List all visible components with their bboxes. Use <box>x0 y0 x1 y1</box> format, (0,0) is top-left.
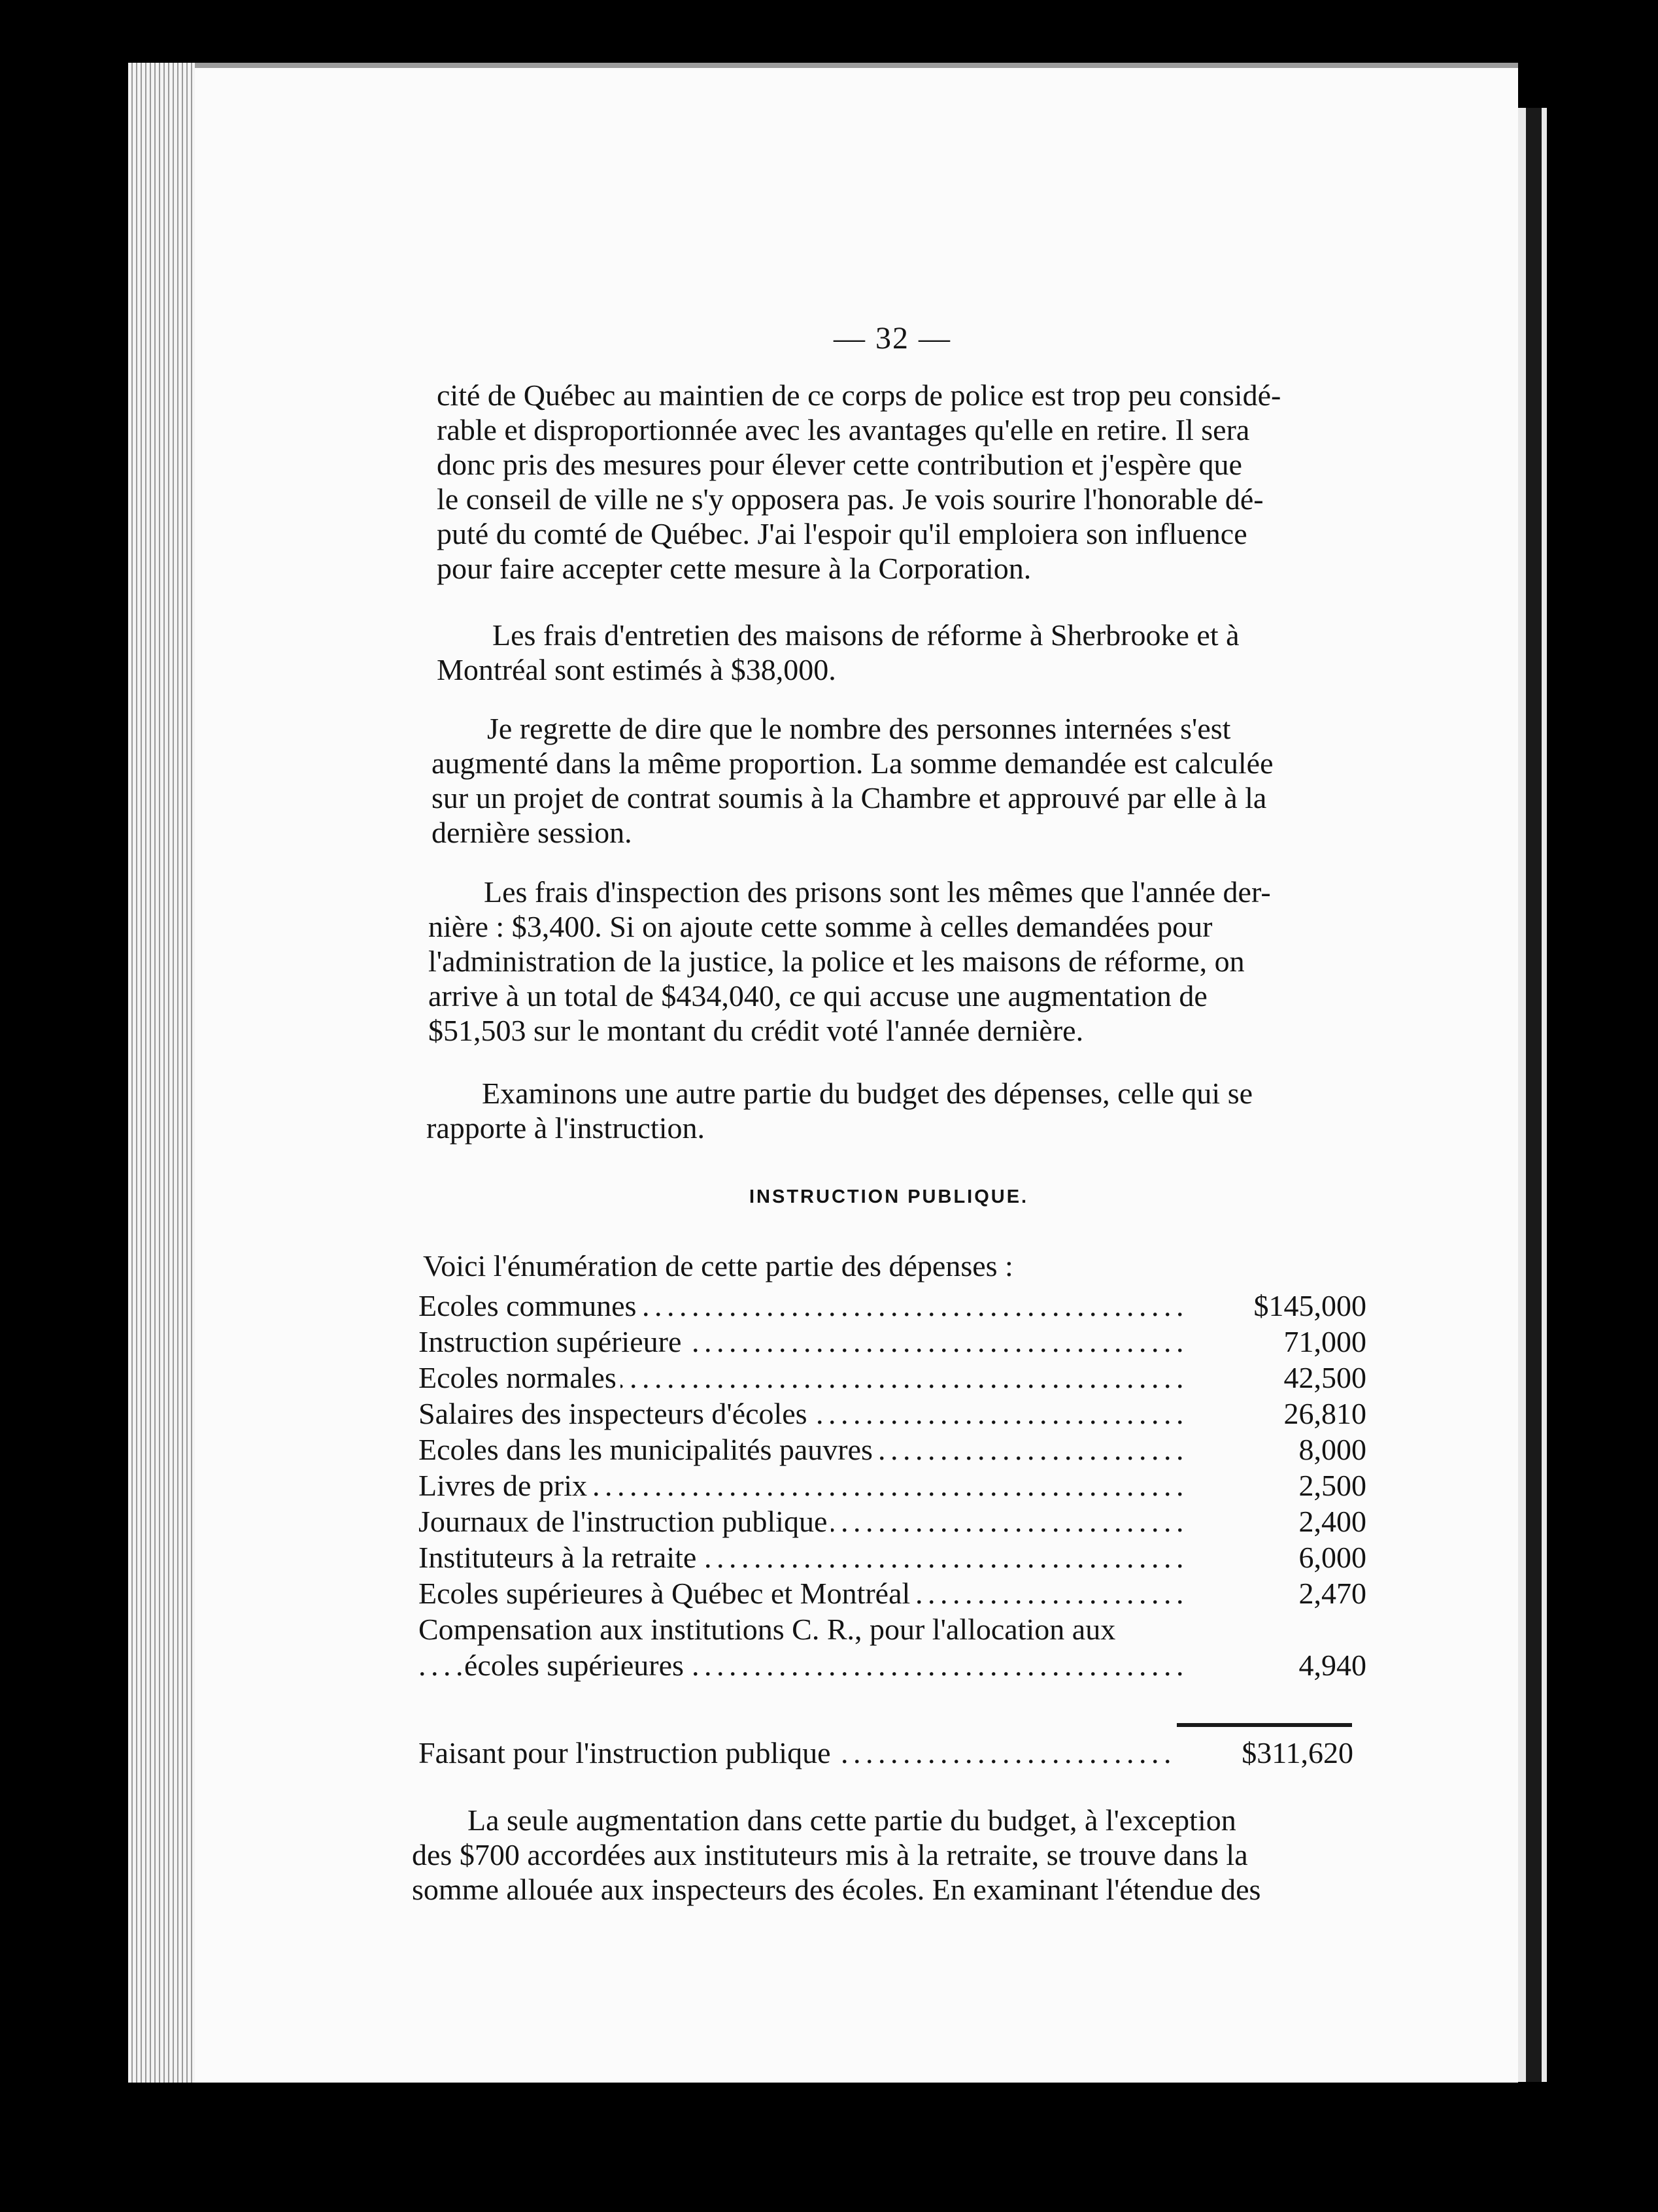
text-line: rapporte à l'instruction. <box>426 1111 705 1145</box>
expense-row <box>418 1575 1366 1611</box>
text-line: arrive à un total de $434,040, ce qui accuse une augmentation de <box>428 979 1208 1013</box>
paragraph-reform-houses <box>437 618 1240 687</box>
expense-list <box>418 1288 1366 1683</box>
text-line: donc pris des mesures pour élever cette contribution et j'espère que <box>437 448 1242 481</box>
expense-row <box>418 1467 1366 1503</box>
text-line: puté du comté de Québec. J'ai l'espoir qu'il emploiera son influence <box>437 517 1247 550</box>
expense-amount: 4,940 <box>1298 1649 1366 1682</box>
text-line: augmenté dans la même proportion. La somme demandée est calculée <box>431 746 1274 780</box>
expense-label: Instruction supérieure <box>418 1325 685 1358</box>
expense-label: Livres de prix <box>418 1469 591 1502</box>
expense-row <box>418 1324 1366 1360</box>
expense-label: Journaux de l'instruction publique <box>418 1505 831 1538</box>
text-line: Les frais d'inspection des prisons sont les mêmes que l'année der- <box>484 875 1271 909</box>
expense-label: Ecoles communes <box>418 1289 640 1322</box>
expense-amount: 2,400 <box>1298 1505 1366 1538</box>
text-line: somme allouée aux inspecteurs des écoles. En examinant l'étendue des <box>412 1873 1261 1906</box>
expense-label: Ecoles dans les municipalités pauvres <box>418 1433 877 1466</box>
expense-label: Ecoles supérieures à Québec et Montréal <box>418 1577 914 1610</box>
expense-row <box>418 1288 1366 1324</box>
expense-row <box>418 1503 1366 1539</box>
expense-row <box>418 1360 1366 1396</box>
paragraph-prison-inspection <box>428 875 1271 1048</box>
text-line: $51,503 sur le montant du crédit voté l'année dernière. <box>428 1014 1084 1047</box>
page-number: — 32 — <box>834 321 951 356</box>
expense-amount: 8,000 <box>1298 1433 1366 1466</box>
expense-amount: 71,000 <box>1283 1325 1366 1358</box>
text-line: cité de Québec au maintien de ce corps de police est trop peu considé- <box>437 378 1281 412</box>
paragraph-interned-persons <box>431 711 1274 850</box>
text-line: Les frais d'entretien des maisons de réforme à Sherbrooke et à <box>492 618 1240 652</box>
section-heading: INSTRUCTION PUBLIQUE. <box>749 1186 1029 1207</box>
expense-label: Compensation aux institutions C. R., pour l'allocation aux <box>418 1613 1119 1646</box>
text-line: des $700 accordées aux instituteurs mis à la retraite, se trouve dans la <box>412 1838 1248 1871</box>
expense-row <box>418 1539 1366 1575</box>
table-intro: Voici l'énumération de cette partie des dépenses : <box>423 1249 1013 1282</box>
expense-amount: 2,470 <box>1298 1577 1366 1610</box>
expense-label: Instituteurs à la retraite <box>418 1541 700 1574</box>
text-line: Examinons une autre partie du budget des dépenses, celle qui se <box>482 1077 1253 1110</box>
text-line: rable et disproportionnée avec les avantages qu'elle en retire. Il sera <box>437 413 1250 446</box>
text-line: sur un projet de contrat soumis à la Chambre et approuvé par elle à la <box>431 781 1267 814</box>
text-line: l'administration de la justice, la police et les maisons de réforme, on <box>428 945 1245 978</box>
text-line: le conseil de ville ne s'y opposera pas. Je vois sourire l'honorable dé- <box>437 482 1264 516</box>
total-row <box>418 1735 1353 1771</box>
paragraph-only-increase <box>412 1803 1260 1907</box>
expense-amount: $145,000 <box>1253 1289 1366 1322</box>
text-line: Je regrette de dire que le nombre des personnes internées s'est <box>487 712 1231 745</box>
text-line: La seule augmentation dans cette partie du budget, à l'exception <box>467 1803 1236 1837</box>
expense-row <box>418 1611 1366 1647</box>
total-rule <box>1177 1723 1352 1727</box>
text-line: nière : $3,400. Si on ajoute cette somme à celles demandées pour <box>428 910 1213 943</box>
expense-amount: 6,000 <box>1298 1541 1366 1574</box>
expense-amount: 42,500 <box>1283 1361 1366 1394</box>
expense-row <box>418 1396 1366 1432</box>
total-label: Faisant pour l'instruction publique <box>418 1736 835 1769</box>
expense-label: écoles supérieures <box>464 1649 688 1682</box>
expense-label: Salaires des inspecteurs d'écoles <box>418 1397 811 1430</box>
paragraph-examine-budget <box>426 1076 1253 1145</box>
document-page <box>195 63 1518 2083</box>
paragraph-police-contribution <box>437 378 1281 586</box>
expense-label: Ecoles normales <box>418 1361 620 1394</box>
total-amount: $311,620 <box>1242 1736 1353 1769</box>
text-line: Montréal sont estimés à $38,000. <box>437 653 836 686</box>
expense-amount: 26,810 <box>1283 1397 1366 1430</box>
text-line: dernière session. <box>431 816 632 849</box>
expense-row <box>418 1647 1366 1683</box>
expense-amount: 2,500 <box>1298 1469 1366 1502</box>
text-line: pour faire accepter cette mesure à la Corporation. <box>437 552 1032 585</box>
book-spine-shadow <box>1526 108 1542 2082</box>
expense-row <box>418 1432 1366 1467</box>
